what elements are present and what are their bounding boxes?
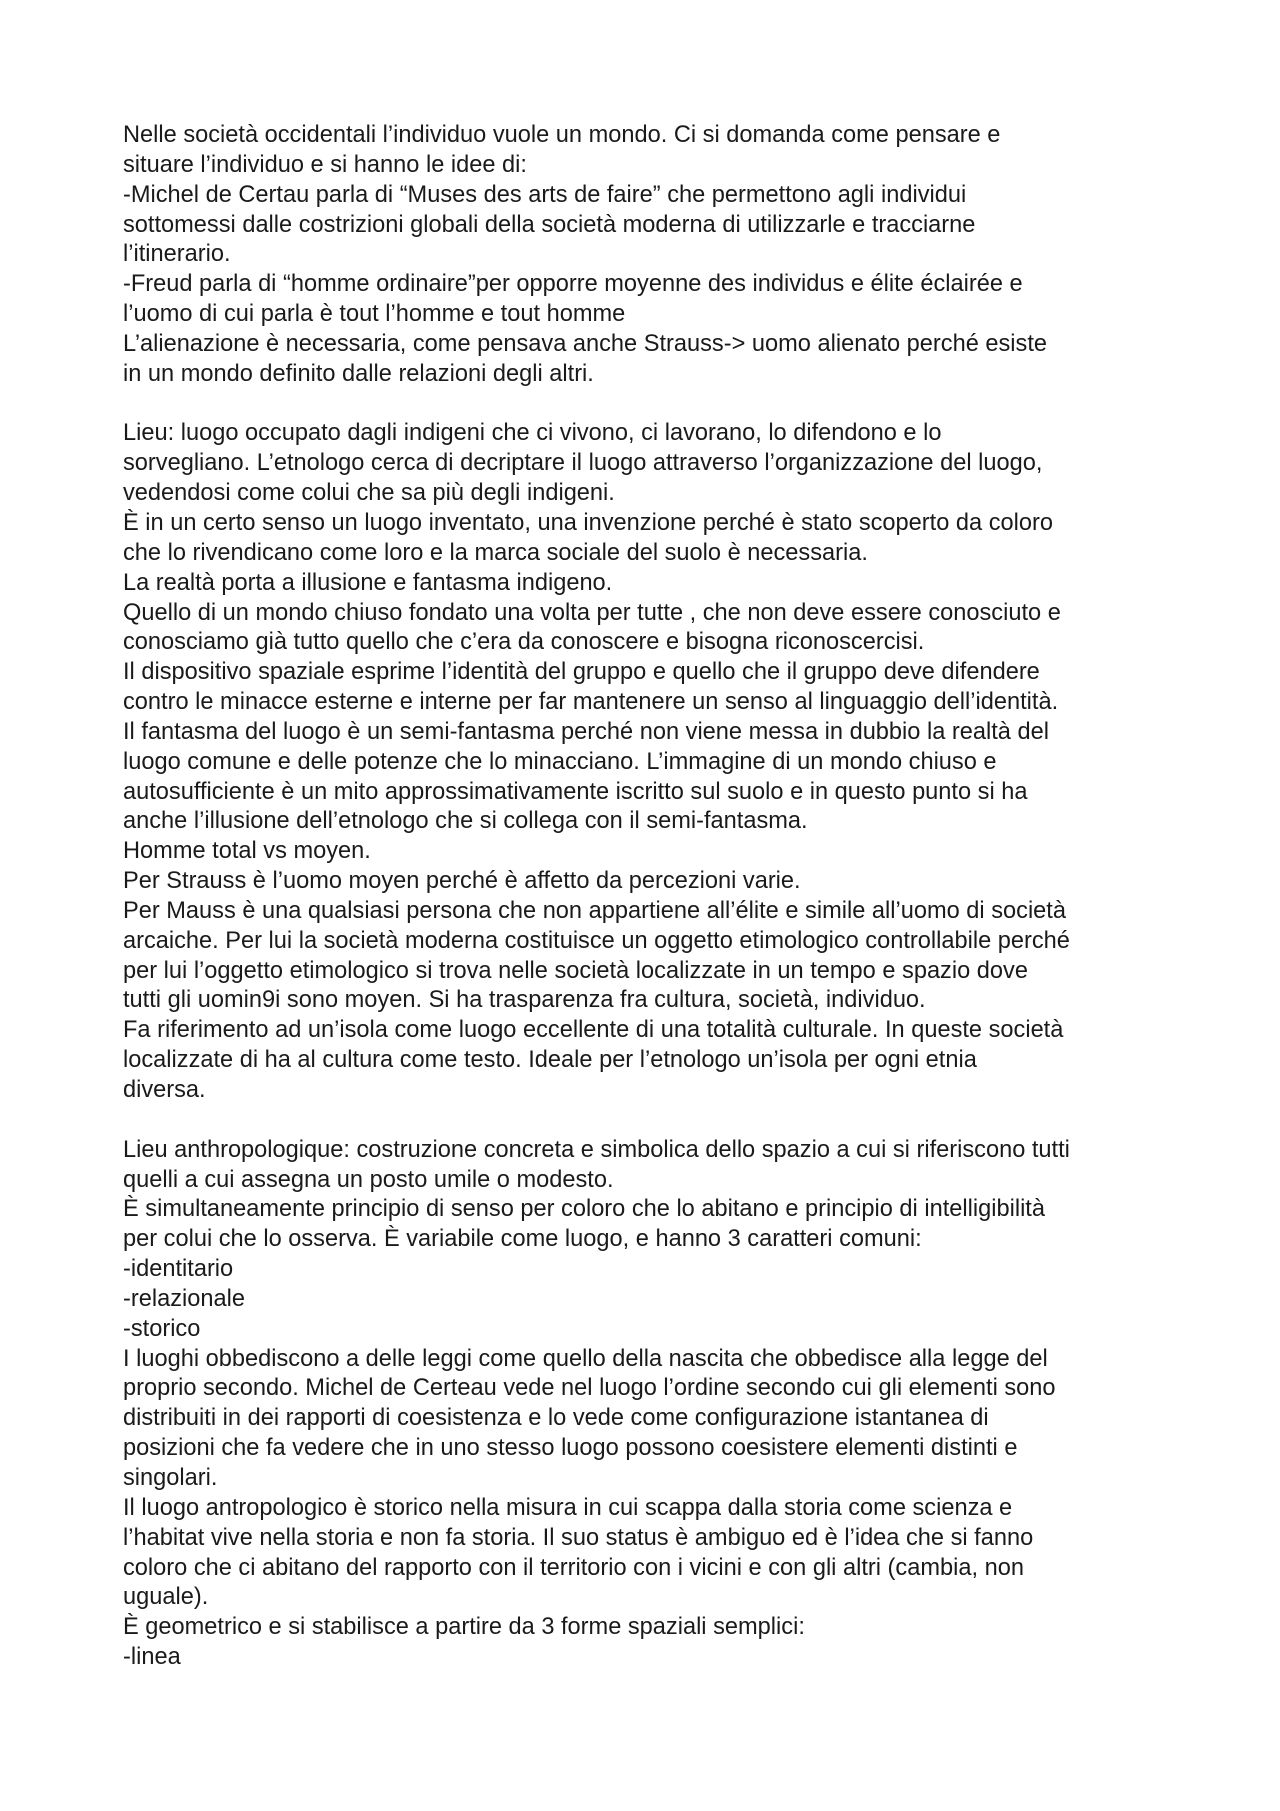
text-line: l’habitat vive nella storia e non fa storia. Il suo status è ambiguo ed è l’idea che si fanno [123, 1524, 1034, 1551]
text-section [123, 1136, 1183, 1673]
text-line: anche l’illusione dell’etnologo che si collega con il semi-fantasma. [123, 808, 808, 835]
text-line: -linea [123, 1644, 181, 1671]
text-line: È in un certo senso un luogo inventato, una invenzione perché è stato scoperto da coloro [123, 509, 1053, 536]
text-line: sorvegliano. L’etnologo cerca di decriptare il luogo attraverso l’organizzazione del luogo, [123, 450, 1043, 477]
text-line: l’itinerario. [123, 241, 231, 268]
text-line: singolari. [123, 1464, 218, 1491]
paragraph-gap [123, 390, 1183, 420]
text-line: posizioni che fa vedere che in uno stesso luogo possono coesistere elementi distinti e [123, 1435, 1018, 1462]
text-line: conosciamo già tutto quello che c’era da conoscere e bisogna riconoscercisi. [123, 629, 925, 656]
text-line: -identitario [123, 1256, 234, 1283]
text-line: L’alienazione è necessaria, come pensava anche Strauss-> uomo alienato perché esiste [123, 330, 1048, 357]
text-line: Il fantasma del luogo è un semi-fantasma perché non viene messa in dubbio la realtà del [123, 718, 1049, 745]
text-line: l’uomo di cui parla è tout l’homme e tout homme [123, 301, 626, 328]
text-line: La realtà porta a illusione e fantasma indigeno. [123, 569, 613, 596]
text-line: in un mondo definito dalle relazioni degli altri. [123, 360, 594, 387]
text-line: I luoghi obbediscono a delle leggi come quello della nascita che obbedisce alla legge del [123, 1345, 1048, 1372]
text-line: che lo rivendicano come loro e la marca sociale del suolo è necessaria. [123, 539, 868, 566]
text-line: Il dispositivo spaziale esprime l’identità del gruppo e quello che il gruppo deve difendere [123, 659, 1040, 686]
text-line: È simultaneamente principio di senso per coloro che lo abitano e principio di intelligibilità [123, 1196, 1045, 1223]
text-line: contro le minacce esterne e interne per far mantenere un senso al linguaggio dell’identità. [123, 689, 1059, 716]
text-line: tutti gli uomin9i sono moyen. Si ha trasparenza fra cultura, società, individuo. [123, 987, 926, 1014]
text-line: quelli a cui assegna un posto umile o modesto. [123, 1166, 614, 1193]
document-body [123, 121, 1183, 1673]
text-line: Quello di un mondo chiuso fondato una volta per tutte , che non deve essere conosciuto e [123, 599, 1061, 626]
text-line: -Freud parla di “homme ordinaire”per opporre moyenne des individus e élite éclairée e [123, 271, 1023, 298]
text-line: proprio secondo. Michel de Certeau vede nel luogo l’ordine secondo cui gli elementi sono [123, 1375, 1056, 1402]
text-line: arcaiche. Per lui la società moderna costituisce un oggetto etimologico controllabile perché [123, 927, 1070, 954]
text-line: autosufficiente è un mito approssimativamente iscritto sul suolo e in questo punto si ha [123, 778, 1028, 805]
text-line: situare l’individuo e si hanno le idee di: [123, 151, 527, 178]
text-line: Homme total vs moyen. [123, 838, 371, 865]
text-line: Fa riferimento ad un’isola come luogo eccellente di una totalità culturale. In queste società [123, 1017, 1064, 1044]
text-line: distribuiti in dei rapporti di coesistenza e lo vede come configurazione istantanea di [123, 1405, 989, 1432]
text-line: -storico [123, 1315, 201, 1342]
text-line: -Michel de Certau parla di “Muses des arts de faire” che permettono agli individui [123, 181, 967, 208]
text-line: Il luogo antropologico è storico nella misura in cui scappa dalla storia come scienza e [123, 1494, 1013, 1521]
text-line: vedendosi come colui che sa più degli indigeni. [123, 480, 615, 507]
text-line: luogo comune e delle potenze che lo minacciano. L’immagine di un mondo chiuso e [123, 748, 997, 775]
text-section [123, 121, 1183, 390]
text-line: -relazionale [123, 1285, 245, 1312]
text-line: coloro che ci abitano del rapporto con il territorio con i vicini e con gli altri (cambia, non [123, 1554, 1024, 1581]
text-line: sottomessi dalle costrizioni globali della società moderna di utilizzarle e tracciarne [123, 211, 976, 238]
text-line: Lieu: luogo occupato dagli indigeni che ci vivono, ci lavorano, lo difendono e lo [123, 420, 942, 447]
text-line: diversa. [123, 1077, 206, 1103]
text-line: Per Mauss è una qualsiasi persona che non appartiene all’élite e simile all’uomo di società [123, 897, 1066, 924]
text-line: per colui che lo osserva. È variabile come luogo, e hanno 3 caratteri comuni: [123, 1226, 922, 1253]
text-line: È geometrico e si stabilisce a partire da 3 forme spaziali semplici: [123, 1614, 805, 1641]
text-line: per lui l’oggetto etimologico si trova nelle società localizzate in un tempo e spazio dove [123, 957, 1028, 984]
text-section [123, 419, 1183, 1105]
paragraph-gap [123, 1106, 1183, 1136]
text-line: uguale). [123, 1584, 209, 1611]
text-line: localizzate di ha al cultura come testo. Ideale per l’etnologo un’isola per ogni etnia [123, 1047, 977, 1074]
text-line: Lieu anthropologique: costruzione concreta e simbolica dello spazio a cui si riferiscono tutti [123, 1136, 1070, 1163]
text-line: Nelle società occidentali l’individuo vuole un mondo. Ci si domanda come pensare e [123, 122, 1001, 148]
text-line: Per Strauss è l’uomo moyen perché è affetto da percezioni varie. [123, 868, 801, 895]
